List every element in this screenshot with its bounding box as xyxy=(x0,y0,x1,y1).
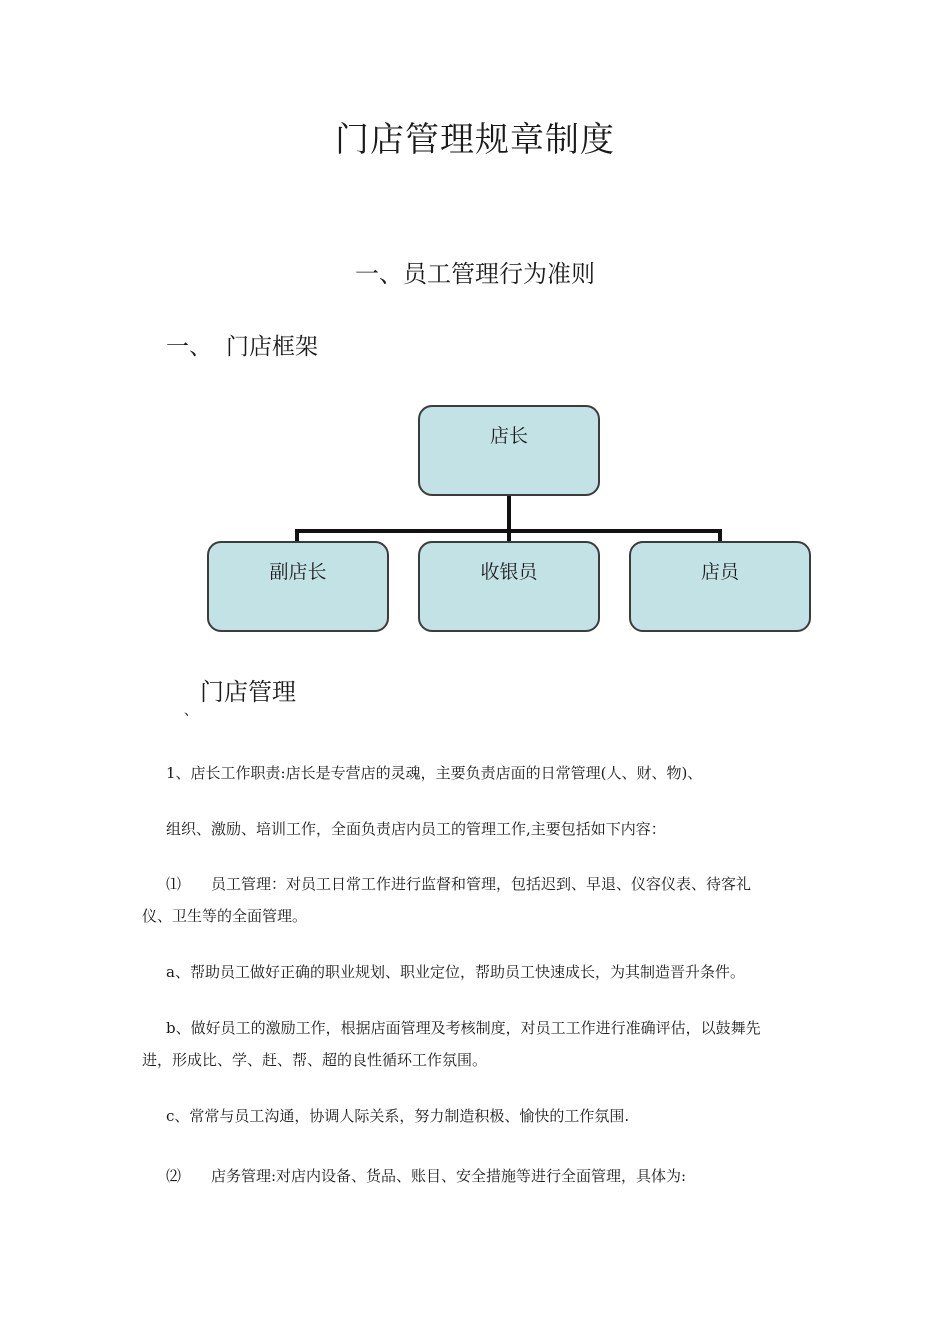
org-box-cashier xyxy=(418,541,600,632)
org-label-deputy-manager: 副店长 xyxy=(269,561,327,583)
paragraph-line: c、常常与员工沟通，协调人际关系，努力制造积极、愉快的工作氛围. xyxy=(166,1107,630,1125)
paragraph-line: 进，形成比、学、赶、帮、超的良性循环工作氛围。 xyxy=(142,1051,488,1069)
section-title: 一、员工管理行为准则 xyxy=(355,260,595,288)
stray-mark: 、 xyxy=(184,703,198,719)
subsection-number: 一、 xyxy=(166,334,212,360)
paragraph-line: ⑵ 店务管理:对店内设备、货品、账目、安全措施等进行全面管理，具体为: xyxy=(166,1167,687,1185)
paragraph-line: ⑴ 员工管理：对员工日常工作进行监督和管理，包括迟到、早退、仪容仪表、待客礼 xyxy=(166,875,752,893)
paragraph-line: 组织、激励、培训工作，全面负责店内员工的管理工作,主要包括如下内容： xyxy=(166,820,666,838)
paragraph-line: 1、店长工作职责:店长是专营店的灵魂，主要负责店面的日常管理(人、财、物)、 xyxy=(166,764,703,782)
connector-vertical-top xyxy=(507,494,511,532)
org-label-store-manager: 店长 xyxy=(489,425,528,447)
org-box-clerk xyxy=(629,541,811,632)
document-title: 门店管理规章制度 xyxy=(335,120,615,160)
org-box-store-manager xyxy=(418,405,600,496)
org-label-cashier: 收银员 xyxy=(480,561,538,583)
org-label-clerk: 店员 xyxy=(700,561,739,583)
paragraph-line: b、做好员工的激励工作，根据店面管理及考核制度，对员工工作进行准确评估，以鼓舞先 xyxy=(166,1019,761,1037)
paragraph-line: a、帮助员工做好正确的职业规划、职业定位，帮助员工快速成长，为其制造晋升条件。 xyxy=(166,963,745,981)
paragraph-line: 仪、卫生等的全面管理。 xyxy=(142,907,308,925)
subsection-label: 门店框架 xyxy=(226,334,318,360)
management-heading: 门店管理 xyxy=(200,678,296,706)
org-box-deputy-manager xyxy=(207,541,389,632)
